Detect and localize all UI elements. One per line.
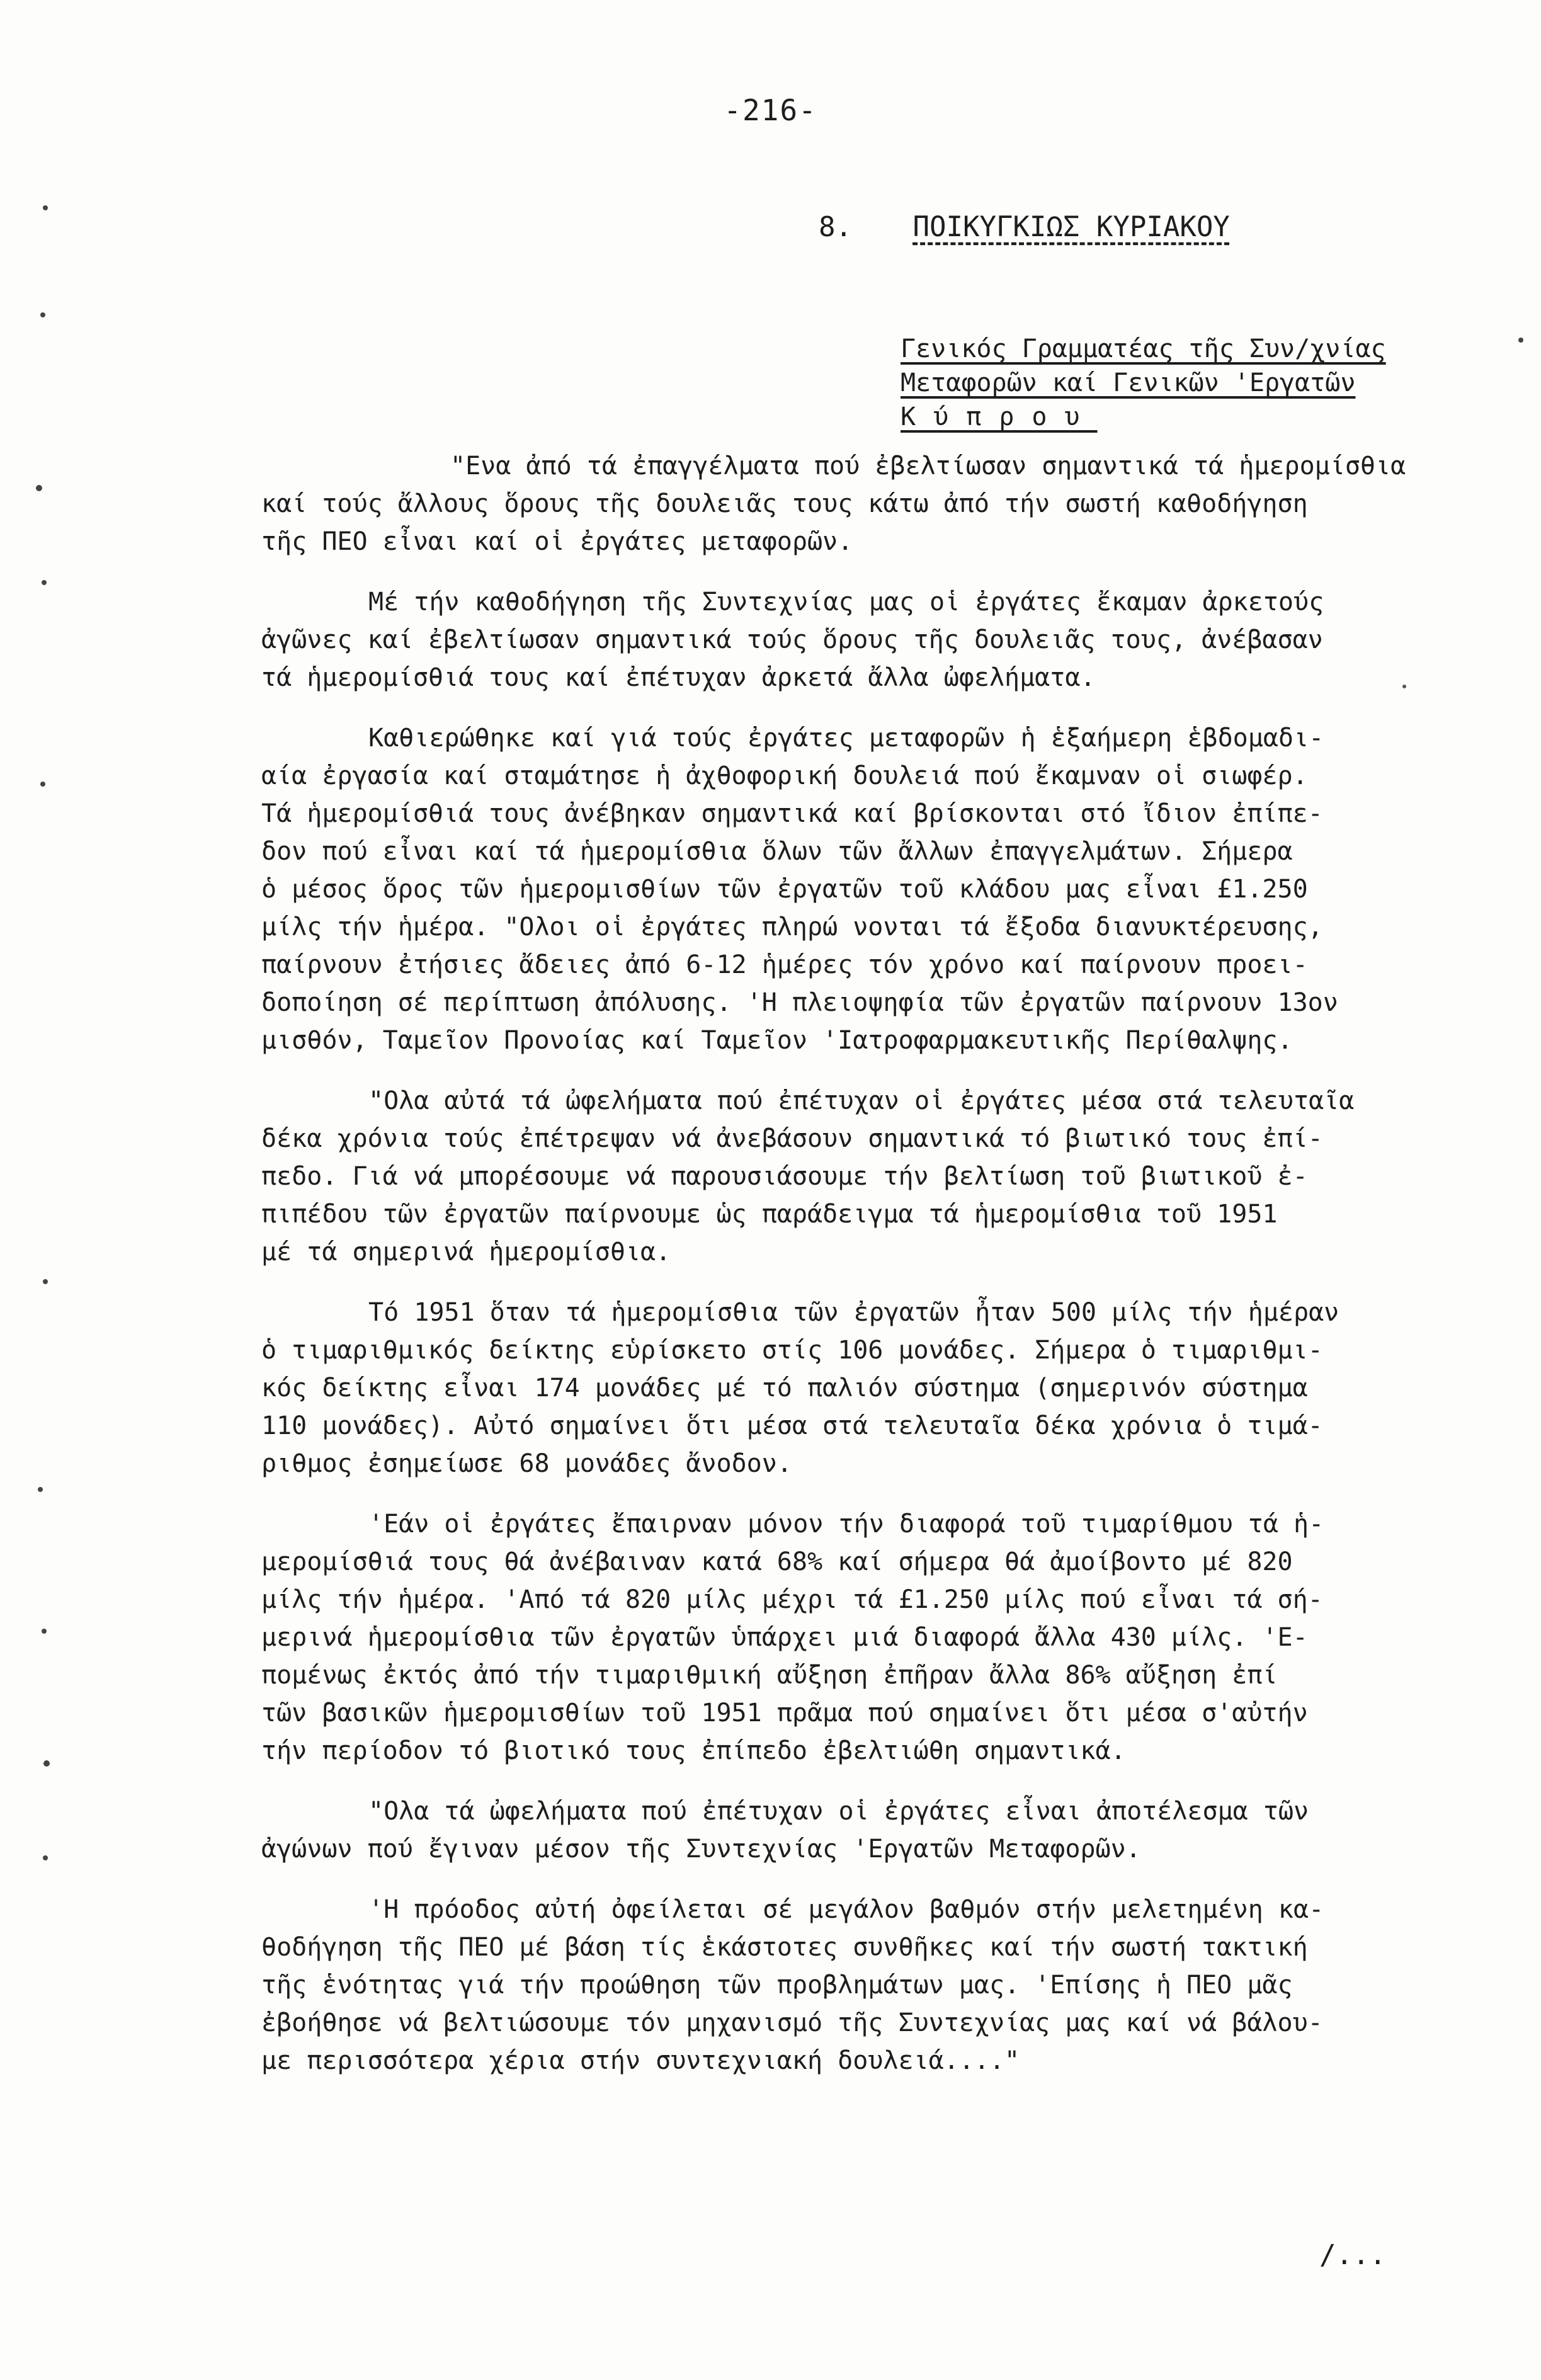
paragraph: Μέ τήν καθοδήγηση τῆς Συντεχνίας μας οἱ ἐργάτες ἔκαμαν ἀρκετούς ἀγῶνες καί ἐβελτίωσαν σημαντικά τούς ὅρους τῆς δουλειᾶς τους, ἀνέβασαν τά ἡμερομίσθιά τους καί ἐπέτυχαν ἀρκετά ἄλλα ὠφελήματα. [261, 588, 1324, 692]
scan-speck [40, 782, 45, 787]
section-heading [819, 211, 1230, 243]
paragraph: "Ολα τά ὠφελήματα πού ἐπέτυχαν οἱ ἐργάτες εἶναι ἀποτέλεσμα τῶν ἀγώνων πού ἔγιναν μέσον τῆς Συντεχνίας 'Εργατῶν Μεταφορῶν. [261, 1797, 1309, 1864]
paragraph: "Ολα αὐτά τά ὠφελήματα πού ἐπέτυχαν οἱ ἐργάτες μέσα στά τελευταῖα δέκα χρόνια τούς ἐπέτρεψαν νά ἀνεβάσουν σημαντικά τό βιωτικό τους ἐπί- πεδο. Γιά νά μπορέσουμε νά παρουσιάσουμε τήν βελτίωση τοῦ βιωτικοῦ ἐ- πιπέδου τῶν ἐργατῶν παίρνουμε ὡς παράδειγμα τά ἡμερομίσθια τοῦ 1951 μέ τά σημερινά ἡμερομίσθια. [261, 1086, 1355, 1267]
scan-speck [40, 312, 45, 317]
author-name: ΠΟΙΚΥΓΚΙΩΣ ΚΥΡΙΑΚΟΥ [913, 211, 1230, 243]
scan-speck [1518, 338, 1523, 343]
scan-speck [43, 1760, 50, 1767]
scan-speck [42, 1629, 47, 1634]
scan-speck [36, 485, 42, 491]
paragraph: 'Η πρόοδος αὐτή ὀφείλεται σέ μεγάλον βαθμόν στήν μελετημένη κα- θοδήγηση τῆς ΠΕΟ μέ βάση τίς ἑκάστοτες συνθῆκες καί τήν σωστή τακτική τῆς ἑνότητας γιά τήν προώθηση τῶν προβλημάτων μας. 'Επίσης ἡ ΠΕΟ μᾶς ἐβοήθησε νά βελτιώσουμε τόν μηχανισμό τῆς Συντεχνίας μας καί νά βάλου- με περισσότερα χέρια στήν συντεχνιακή δουλειά...." [261, 1895, 1324, 2075]
paragraph: Καθιερώθηκε καί γιά τούς ἐργάτες μεταφορῶν ἡ ἑξαήμερη ἑβδομαδι- αία ἐργασία καί σταμάτησε ἡ ἀχθοφορική δουλειά πού ἔκαμναν οἱ σιωφέρ. Τά ἡμερομίσθιά τους ἀνέβηκαν σημαντικά καί βρίσκονται στό ἴδιον ἐπίπε- δον πού εἶναι καί τά ἡμερομίσθια ὅλων τῶν ἄλλων ἐπαγγελμάτων. Σήμερα ὁ μέσος ὅρος τῶν ἡμερομισθίων τῶν ἐργατῶν τοῦ κλάδου μας εἶναι £1.250 μίλς τήν ἡμέρα. "Ολοι οἱ ἐργάτες πληρώ νονται τά ἔξοδα διανυκτέρευσης, παίρνουν ἐτήσιες ἄδειες ἀπό 6-12 ἡμέρες τόν χρόνο καί παίρνουν προει- δοποίηση σέ περίπτωση ἀπόλυσης. 'Η πλειοψηφία τῶν ἐργατῶν παίρνουν 13ον μισθόν, Ταμεῖον Προνοίας καί Ταμεῖον 'Ιατροφαρμακευτικῆς Περίθαλψης. [261, 724, 1338, 1055]
scan-speck [38, 1487, 43, 1492]
author-title-block [901, 332, 1386, 434]
paragraph: 'Εάν οἱ ἐργάτες ἔπαιρναν μόνον τήν διαφορά τοῦ τιμαρίθμου τά ἡ- μερομίσθιά τους θά ἀνέβαιναν κατά 68% καί σήμερα θά ἀμοίβοντο μέ 820 μίλς τήν ἡμέρα. 'Από τά 820 μίλς μέχρι τά £1.250 μίλς πού εἶναι τά σή- μερινά ἡμερομίσθια τῶν ἐργατῶν ὑπάρχει μιά διαφορά ἄλλα 430 μίλς. 'Ε- πομένως ἐκτός ἀπό τήν τιμαριθμική αὔξηση ἐπῆραν ἄλλα 86% αὔξηση ἐπί τῶν βασικῶν ἡμερομισθίων τοῦ 1951 πρᾶμα πού σημαίνει ὅτι μέσα σ'αὐτήν τήν περίοδον τό βιοτικό τους ἐπίπεδο ἐβελτιώθη σημαντικά. [261, 1510, 1324, 1765]
author-title-line: Γενικός Γραμματέας τῆς Συν/χνίας [901, 334, 1386, 363]
section-number: 8. [819, 211, 852, 243]
author-title-line: Μεταφορῶν καί Γενικῶν 'Εργατῶν [901, 368, 1356, 397]
body-text [261, 447, 1445, 2102]
paragraph: "Ενα ἀπό τά ἐπαγγέλματα πού ἐβελτίωσαν σημαντικά τά ἡμερομίσθια καί τούς ἄλλους ὅρους τῆς δουλειᾶς τους κάτω ἀπό τήν σωστή καθοδήγηση τῆς ΠΕΟ εἶναι καί οἱ ἐργάτες μεταφορῶν. [261, 452, 1406, 556]
scan-speck [42, 580, 47, 585]
scan-speck [43, 1855, 48, 1860]
page-number: -216- [724, 93, 817, 127]
paragraph: Τό 1951 ὅταν τά ἡμερομίσθια τῶν ἐργατῶν ἦταν 500 μίλς τήν ἡμέραν ὁ τιμαριθμικός δείκτης εὑρίσκετο στίς 106 μονάδες. Σήμερα ὁ τιμαριθμι- κός δείκτης εἶναι 174 μονάδες μέ τό παλιόν σύστημα (σημερινόν σύστημα 110 μονάδες). Αὐτό σημαίνει ὅτι μέσα στά τελευταῖα δέκα χρόνια ὁ τιμά- ριθμος ἐσημείωσε 68 μονάδες ἄνοδον. [261, 1298, 1339, 1478]
scan-speck [43, 1279, 48, 1284]
author-title-line: Κύπρου [901, 402, 1098, 431]
scan-speck [43, 205, 48, 210]
continuation-mark: /... [1319, 2239, 1386, 2271]
